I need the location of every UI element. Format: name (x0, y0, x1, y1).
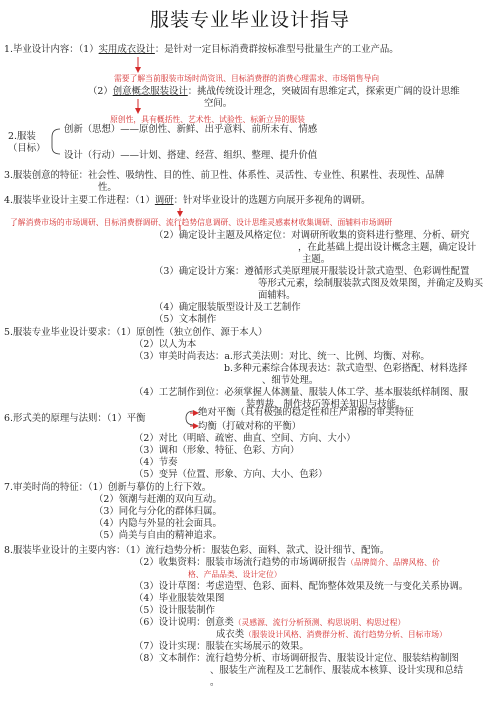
s3-line-2: 性。 (98, 182, 117, 193)
page-title: 服装专业毕业设计指导 (149, 9, 350, 31)
s7-item-2: （2）领潮与赶潮的双向互动。 (94, 494, 222, 505)
s4-item-5: （5）文本制作 (154, 314, 217, 325)
s4-item-2: （2）确定设计主题及风格定位：对调研所收集的资料进行整理、分析、研究 (154, 230, 470, 241)
s8-item-5: （5）设计服装制作 (134, 605, 215, 616)
s4-head: 4.服装毕业设计主要工作进程：（1） (4, 195, 155, 206)
s1-item1-term: 实用成衣设计 (98, 44, 155, 55)
s4-item-3: （3）确定设计方案：遵循形式美原理展开服装设计款式造型、色彩调性配置 (154, 266, 470, 277)
s4-item-4: （4）确定服装版型设计及工艺制作 (154, 302, 301, 313)
s4-item-3c: 面辅料。 (258, 290, 296, 301)
s5-heading: 5.服装专业毕业设计要求：（1）原创性（独立创作、源于本人） (4, 327, 268, 338)
s8-item-4: （4）毕业服装效果图 (134, 593, 225, 604)
s4-item-2c: 主题。 (302, 254, 331, 265)
s8-item2-text: （2）收集资料：服装市场流行趋势的市场调研报告 (134, 557, 347, 568)
s1-item2-desc-2: 空间。 (204, 98, 233, 109)
s7-heading: 7.审美时尚的特征：（1）创新与摹仿的上行下效。 (4, 482, 212, 493)
s8-item2-note: （品牌简介、品牌风格、价 (346, 558, 440, 567)
s6-balance-1: 绝对平衡（具有极强的稳定性和庄严肃穆的审美特征 (198, 407, 414, 418)
s5-item-4: （4）工艺制作到位：必须掌握人体测量、服装人体工学、基本服装纸样制图、服 (134, 387, 469, 398)
s6-heading: 6.形式美的原理与法则：（1）平衡 (4, 413, 146, 424)
s1-item2-num: （2） (88, 86, 113, 97)
s8-item2-note-2: 格、产品品类、设计定位） (188, 570, 282, 579)
s6-item-2: （2）对比（明暗、疏密、曲直、空间、方向、大小） (134, 433, 356, 444)
s6-item-5: （5）变异（位置、形象、方向、大小、色彩） (134, 469, 328, 480)
s4-item-2b: ，在此基础上提出设计概念主题，确定设计 (298, 242, 477, 253)
s8-heading: 8.服装毕业设计的主要内容：（1）流行趋势分析：服装色彩、面料、款式、设计细节、配饰。 (4, 545, 390, 556)
s7-item-3: （3）同化与分化的群体归属。 (94, 506, 222, 517)
s5-item-3: （3）审美时尚表达：a.形式美法则：对比、统一、比例、均衡、对称。 (134, 351, 430, 362)
s8-item-7: （7）设计实现：服装在实场展示的效果。 (134, 641, 309, 652)
s7-item-4: （4）内隐与外显的社会面具。 (94, 518, 222, 529)
s5-item-4b: 装剪裁、制作技巧等相关知识与技能。 (246, 399, 406, 410)
s5-item-3c: 、细节处理。 (262, 375, 319, 386)
s1-note-2: 原创性，具有概括性、艺术性、试验性、标新立异的服装 (110, 115, 305, 124)
s8-item6-text: （6）设计说明：创意类 (134, 617, 234, 628)
s8-item-3: （3）设计草图：考虑造型、色彩、面料、配饰整体效果及统一与变化关系协调。 (134, 581, 469, 592)
s8-item-8: （8）文本制作：流行趋势分析、市场调研报告、服装设计定位、服装结构制图 (134, 653, 459, 664)
s4-note: 了解消费市场的市场调研、目标消费群调研、流行趋势信息调研、设计思维灵感素材收集调研、面辅料市场调研 (10, 218, 393, 227)
s8-item6-note: （灵感源、流行分析预测、构思说明、构思过程） (233, 618, 406, 627)
s2-row1-label: 创新（思想） (64, 124, 121, 135)
s6-item-3: （3）调和（形象、特征、色彩、方向） (134, 445, 300, 456)
s8-item6b-text: 成衣类 (216, 629, 245, 640)
s5-item-2: （2）以人为本 (134, 339, 197, 350)
s7-item-5: （5）尚美与自由的精神追求。 (94, 530, 222, 541)
s1-item1-desc: ：是针对一定目标消费群按标准型号批量生产的工业产品。 (154, 44, 399, 55)
s3-line-1: 3.服装创意的特征：社会性、吸纳性、目的性、前卫性、体系性、灵活性、专业性、积累性、表现性、品牌 (4, 170, 445, 181)
s2-heading-2: （目标） (8, 143, 46, 154)
s1-item2-term: 创意概念服装设计 (112, 86, 188, 97)
s8-item-8b: 、服装生产流程及工艺制作、服装成本核算、设计实现和总结 (210, 665, 464, 676)
s1-head: 1.毕业设计内容：（1） (4, 44, 99, 55)
s2-row2-label: 设计（行动） (64, 150, 121, 161)
s6-item-4: （4）节奏 (134, 457, 178, 468)
s8-item6b-note: （服装设计风格、消费群分析、流行趋势分析、目标市场） (244, 630, 447, 639)
s1-note-1: 需要了解当前服装市场时尚资讯、目标消费群的消费心理需求、市场销售导向 (114, 74, 380, 83)
s2-brace-icon (52, 129, 60, 154)
s2-row2-text: ——计划、搭建、经营、组织、整理、提升价值 (120, 150, 318, 161)
s2-heading: 2.服装 (8, 131, 36, 142)
s1-item2-desc: ：挑战传统设计理念，突破固有思维定式，探索更广阔的设计思维 (187, 86, 460, 97)
s5-item-3b: b.多种元素综合体现表达：款式造型、色彩搭配、材料选择 (224, 363, 468, 374)
s4-item1-desc: ：针对毕业设计的选题方向展开多视角的调研。 (173, 195, 371, 206)
s2-row1-text: ——原创性、新鲜、出乎意料、前所未有、情感 (120, 124, 318, 135)
s8-item-8c: 。 (210, 677, 220, 688)
s4-item1-term: 调研 (154, 195, 174, 206)
s6-balance-2: 均衡（打破对称的平衡） (198, 421, 302, 432)
s4-item-3b: 等形式元素，绘制服装款式图及效果图，并确定及购买 (258, 278, 484, 289)
